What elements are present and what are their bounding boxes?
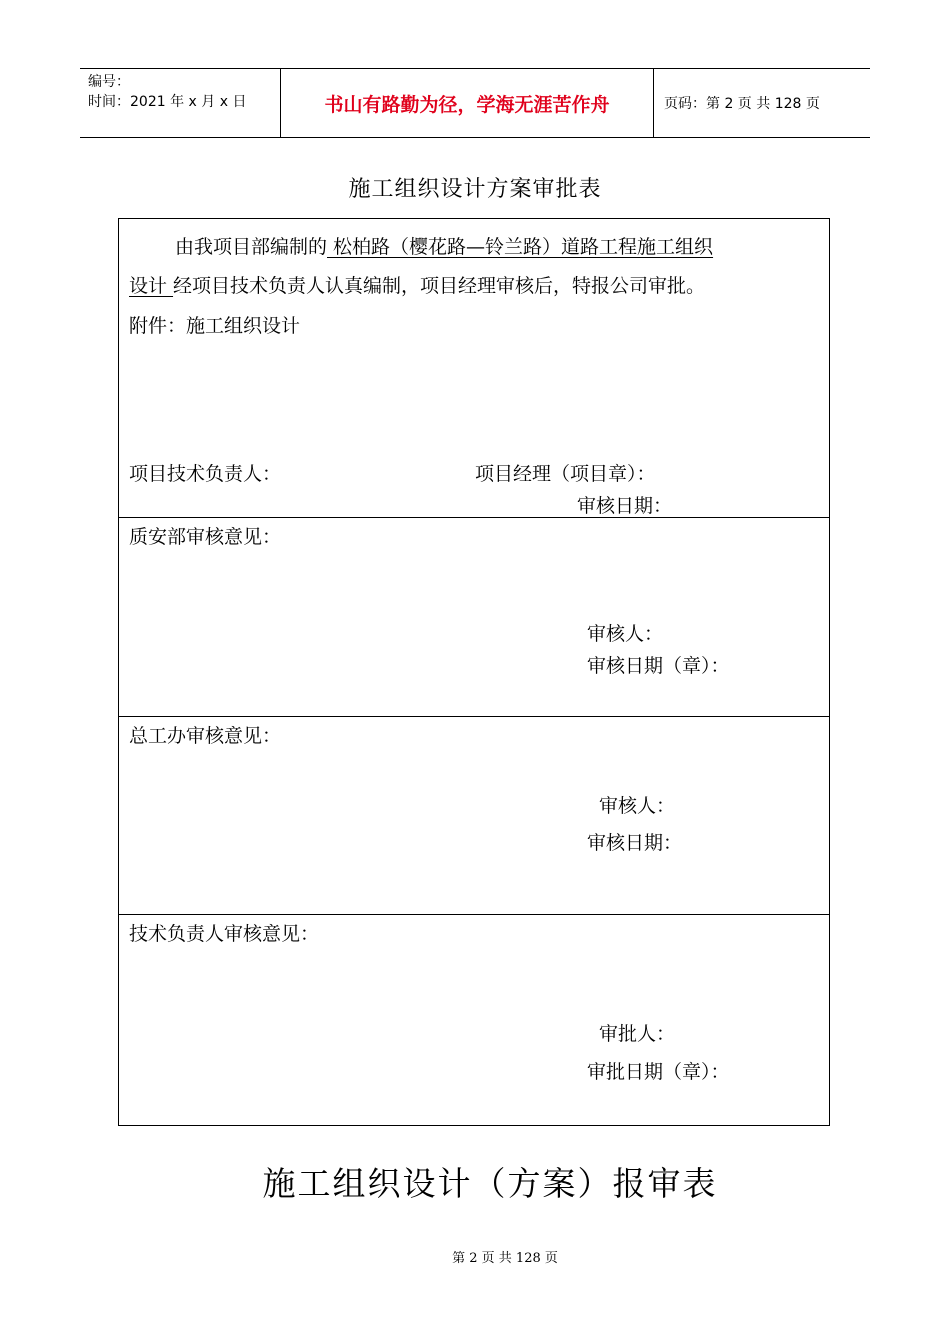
submission-prefix: 由我项目部编制的 [175,236,328,258]
tech-lead-label: 项目技术负责人： [129,463,282,485]
approval-form [118,218,830,1126]
approver-label: 审批人： [599,1023,676,1045]
submission-line-1 [175,232,713,259]
safety-reviewer-label: 审核人： [587,623,664,645]
header-motto-cell [281,69,654,137]
divider-2 [119,716,829,717]
header-page-cell [654,69,870,137]
page-header [80,68,870,138]
chief-reviewer-label: 审核人： [599,795,676,817]
divider-1 [119,517,829,518]
submission-suffix: 经项目技术负责人认真编制，项目经理审核后，特报公司审批。 [173,275,706,297]
submission-line-2 [129,271,705,298]
divider-3 [119,914,829,915]
safety-review-date: 审核日期（章）： [587,655,730,677]
time-label: 时间：2021 年 x 月 x 日 [88,94,247,110]
page-footer: 第 2 页 共 128 页 [452,1251,558,1266]
motto-text: 书山有路勤为径，学海无涯苦作舟 [324,93,610,116]
tech-director-heading: 技术负责人审核意见： [129,923,320,945]
second-form-title: 施工组织设计（方案）报审表 [262,1164,718,1203]
form-title: 施工组织设计方案审批表 [348,177,602,202]
page-info: 页码：第 2 页 共 128 页 [664,96,820,112]
safety-dept-heading: 质安部审核意见： [129,526,282,548]
manager-label: 项目经理（项目章）： [475,463,656,485]
chief-review-date: 审核日期： [587,832,683,854]
number-label: 编号： [88,74,130,90]
project-name-part1: 松柏路（樱花路—铃兰路）道路工程施工组织 [327,236,714,258]
attachment-line: 附件：施工组织设计 [129,315,301,337]
chief-engineer-heading: 总工办审核意见： [129,725,282,747]
project-name-part2: 设计 [129,275,174,297]
section1-review-date: 审核日期： [577,495,673,517]
approve-date-label: 审批日期（章）： [587,1061,730,1083]
header-left-cell [80,69,281,137]
